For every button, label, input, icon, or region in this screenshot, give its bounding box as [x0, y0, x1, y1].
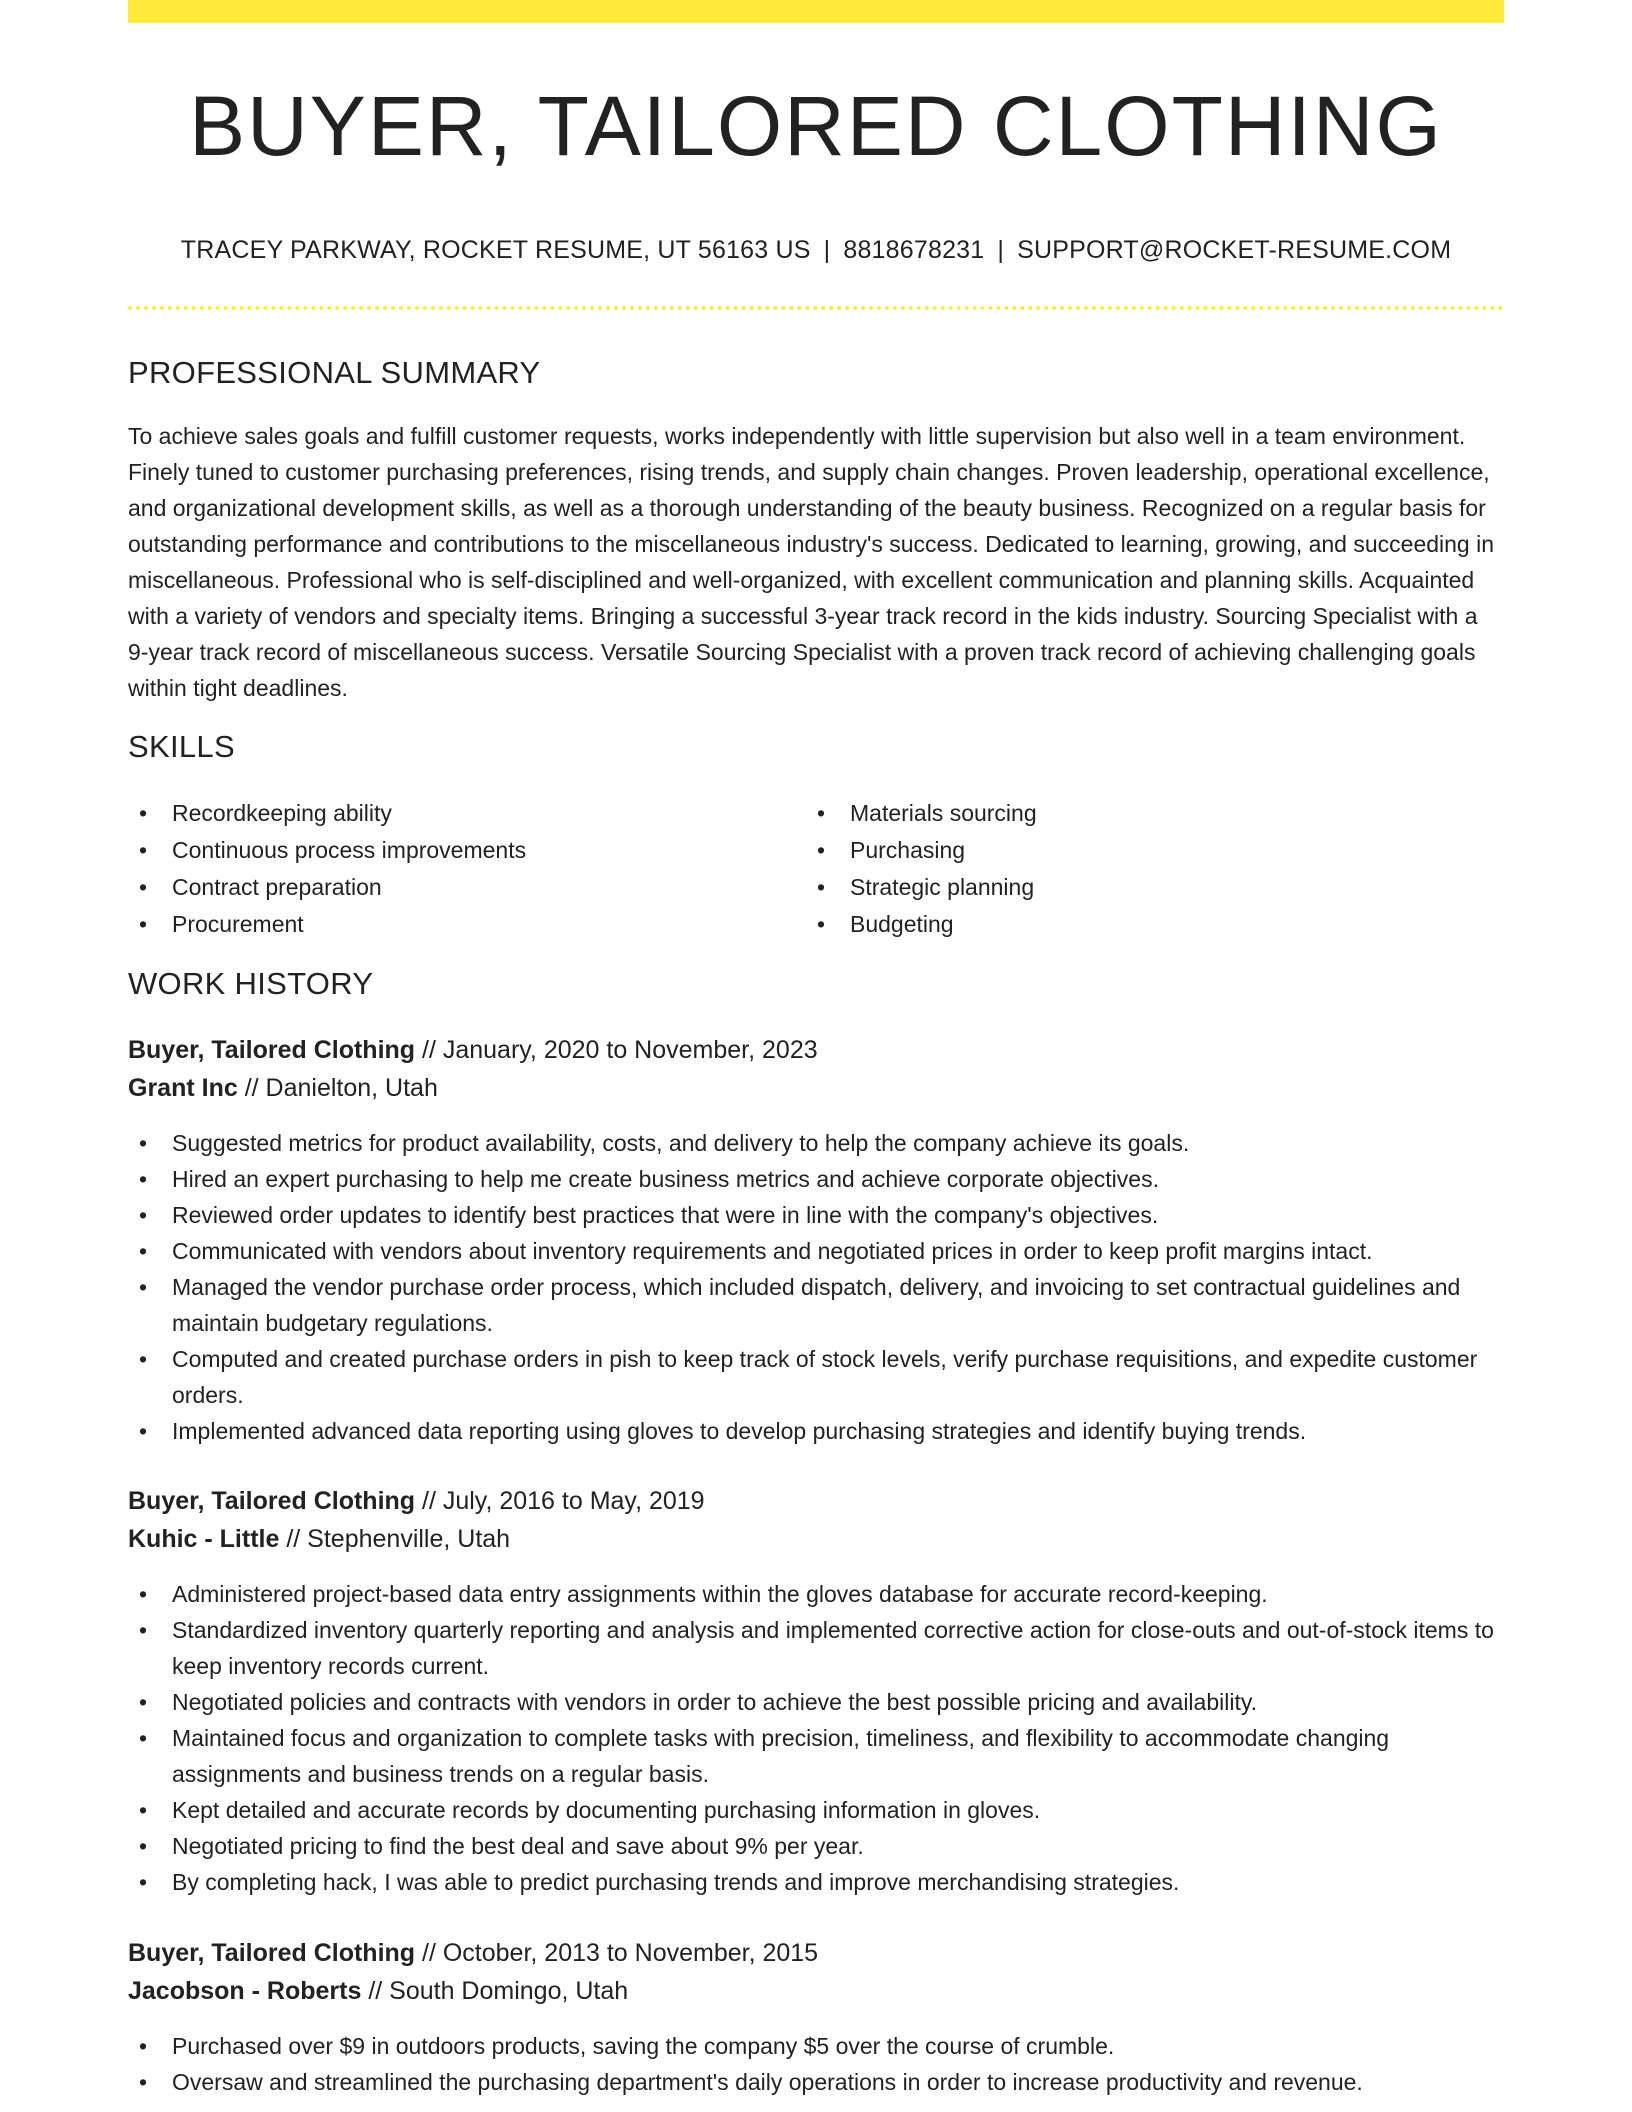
- job-bullet: • Purchased over $9 in outdoors products, saving the company $5 over the course of crumble.: [128, 2028, 1504, 2064]
- skill-item: • Materials sourcing: [806, 795, 1484, 832]
- job-title: Buyer, Tailored Clothing: [128, 1939, 416, 1967]
- job-company: Jacobson - Roberts: [128, 1977, 362, 2005]
- header-divider: [128, 306, 1504, 310]
- skill-item: • Continuous process improvements: [128, 832, 806, 869]
- job-dates: // October, 2013 to November, 2015: [415, 1939, 819, 1967]
- job-company-line: [128, 1520, 1504, 1558]
- job-bullet: • Kept detailed and accurate records by documenting purchasing information in gloves.: [128, 1792, 1504, 1828]
- job-bullet: • Administered project-based data entry assignments within the gloves database for accurate record-keeping.: [128, 1576, 1504, 1612]
- skill-item: • Procurement: [128, 906, 806, 943]
- top-accent-bar: [128, 0, 1504, 23]
- contact-separator: |: [997, 236, 1005, 264]
- job-bullet: • Negotiated pricing to find the best deal and save about 9% per year.: [128, 1828, 1504, 1864]
- summary-text: To achieve sales goals and fulfill customer requests, works independently with little supervision but also well in a team environment. Finely tuned to customer purchasing preferences, rising trends, and supply chain changes. Proven leadership, operational excellence, and organizational development skills, as well as a thorough understanding of the beauty business. Recognized on a regular basis for outstanding performance and contributions to the miscellaneous industry's success. Dedicated to learning, growing, and succeeding in miscellaneous. Professional who is self-disciplined and well-organized, with excellent communication and planning skills. Acquainted with a variety of vendors and specialty items. Bringing a successful 3-year track record in the kids industry. Sourcing Specialist with a 9-year track record of miscellaneous success. Versatile Sourcing Specialist with a proven track record of achieving challenging goals within tight deadlines.: [128, 423, 1495, 701]
- job-bullet: • By completing hack, I was able to predict purchasing trends and improve merchandising strategies.: [128, 1864, 1504, 1900]
- job-location: // Danielton, Utah: [237, 1074, 438, 1102]
- job-company: Grant Inc: [128, 1074, 238, 1102]
- job-bullet: • Hired an expert purchasing to help me create business metrics and achieve corporate objectives.: [128, 1161, 1504, 1197]
- job-title: Buyer, Tailored Clothing: [128, 1036, 416, 1064]
- job-bullet: • Oversaw and streamlined the purchasing department's daily operations in order to increase productivity and revenue.: [128, 2064, 1504, 2100]
- job-location: // Stephenville, Utah: [279, 1525, 511, 1553]
- job-title: Buyer, Tailored Clothing: [128, 1487, 416, 1515]
- job-bullet: • Reviewed order updates to identify best practices that were in line with the company's objectives.: [128, 1197, 1504, 1233]
- job-bullet: • Maintained focus and organization to complete tasks with precision, timeliness, and flexibility to accommodate changing assignments and business trends on a regular basis.: [128, 1720, 1504, 1792]
- contact-address: TRACEY PARKWAY, ROCKET RESUME, UT 56163 US: [180, 236, 811, 264]
- skill-item: • Strategic planning: [806, 869, 1484, 906]
- job-location: // South Domingo, Utah: [361, 1977, 629, 2005]
- job-company-line: [128, 1069, 1504, 1107]
- job-bullet: • Suggested metrics for product availability, costs, and delivery to help the company achieve its goals.: [128, 1125, 1504, 1161]
- job-bullet: • Managed the vendor purchase order process, which included dispatch, delivery, and invoicing to set contractual guidelines and maintain budgetary regulations.: [128, 1269, 1504, 1341]
- job-title-line: [128, 1482, 1504, 1520]
- job-bullet: • Standardized inventory quarterly reporting and analysis and implemented corrective action for close-outs and out-of-stock items to keep inventory records current.: [128, 1612, 1504, 1684]
- job-bullets: [128, 1576, 1504, 1900]
- contact-phone: 8818678231: [843, 236, 985, 264]
- skill-item: • Recordkeeping ability: [128, 795, 806, 832]
- job-title-line: [128, 1031, 1504, 1069]
- work-history-heading: WORK HISTORY: [128, 966, 374, 1001]
- job-dates: // July, 2016 to May, 2019: [415, 1487, 705, 1515]
- skill-item: • Budgeting: [806, 906, 1484, 943]
- job-bullet: • Negotiated policies and contracts with vendors in order to achieve the best possible pricing and availability.: [128, 1684, 1504, 1720]
- job-bullets: [128, 1125, 1504, 1449]
- job-bullets: [128, 2028, 1504, 2100]
- skill-item: • Contract preparation: [128, 869, 806, 906]
- job-bullet: • Communicated with vendors about inventory requirements and negotiated prices in order to keep profit margins intact.: [128, 1233, 1504, 1269]
- job-dates: // January, 2020 to November, 2023: [415, 1036, 818, 1064]
- contact-email: SUPPORT@ROCKET-RESUME.COM: [1017, 236, 1452, 264]
- job-bullet: • Implemented advanced data reporting using gloves to develop purchasing strategies and identify buying trends.: [128, 1413, 1504, 1449]
- job-company-line: [128, 1972, 1504, 2010]
- contact-line: [128, 236, 1504, 265]
- contact-separator: |: [823, 236, 831, 264]
- summary-heading: PROFESSIONAL SUMMARY: [128, 355, 541, 390]
- job-title-line: [128, 1934, 1504, 1972]
- skills-list: [128, 795, 1504, 943]
- job-company: Kuhic - Little: [128, 1525, 280, 1553]
- job-bullet: • Computed and created purchase orders in pish to keep track of stock levels, verify purchase requisitions, and expedite customer orders.: [128, 1341, 1504, 1413]
- skill-item: • Purchasing: [806, 832, 1484, 869]
- resume-title: BUYER, TAILORED CLOTHING: [189, 79, 1443, 173]
- skills-heading: SKILLS: [128, 729, 235, 764]
